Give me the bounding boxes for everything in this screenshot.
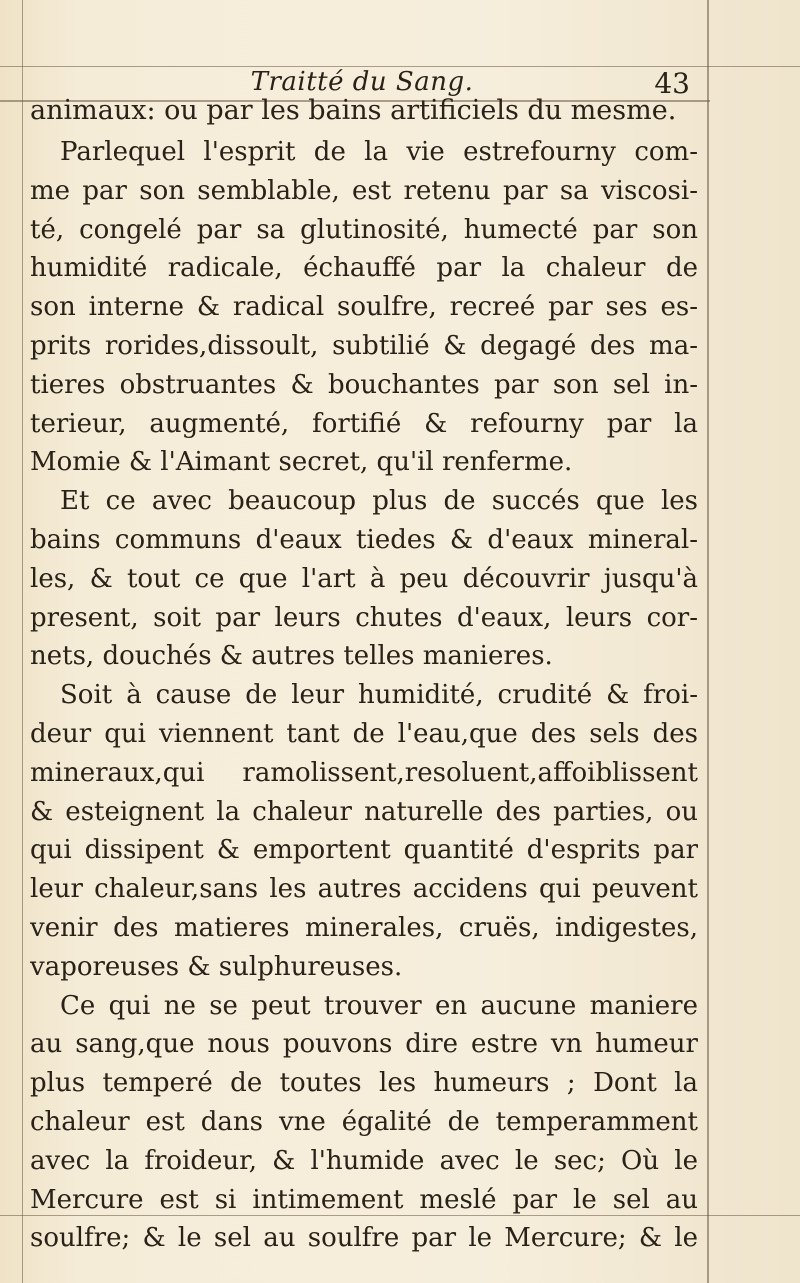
text-line: nets, douchés & autres telles manieres. bbox=[30, 641, 553, 672]
paragraph bbox=[30, 676, 698, 986]
paragraph bbox=[30, 482, 698, 676]
text-line: au sang,que nous pouvons dire estre vn humeur bbox=[30, 1029, 698, 1060]
carry-over-line: animaux: ou par les bains artificiels du mesme. bbox=[30, 95, 677, 126]
paragraph bbox=[30, 987, 698, 1259]
text-line: Et ce avec beaucoup plus de succés que les bbox=[60, 486, 698, 517]
text-line: plus temperé de toutes les humeurs ; Dont la bbox=[30, 1068, 698, 1099]
text-line: prits rorides,dissoult, subtilié & degagé des ma- bbox=[30, 330, 698, 361]
text-line: Mercure est si intimement meslé par le sel au bbox=[30, 1184, 698, 1215]
text-line: qui dissipent & emportent quantité d'esprits par bbox=[30, 835, 698, 866]
page-number: 43 bbox=[654, 67, 690, 100]
paragraph bbox=[30, 133, 698, 482]
text-line: Ce qui ne se peut trouver en aucune maniere bbox=[60, 990, 698, 1021]
text-line: mineraux,qui ramolissent,resoluent,affoiblissent bbox=[30, 757, 698, 788]
right-frame-rule bbox=[707, 0, 709, 1283]
body-text bbox=[30, 133, 698, 1258]
running-title: Traitté du Sang. bbox=[250, 67, 474, 97]
text-line: avec la froideur, & l'humide avec le sec; Où le bbox=[30, 1145, 698, 1176]
text-line: leur chaleur,sans les autres accidens qui peuvent bbox=[30, 874, 698, 905]
text-line: Soit à cause de leur humidité, crudité & froi- bbox=[60, 680, 698, 711]
text-line: me par son semblable, est retenu par sa viscosi- bbox=[30, 175, 698, 206]
text-line: humidité radicale, échauffé par la chaleur de bbox=[30, 253, 698, 284]
text-line: present, soit par leurs chutes d'eaux, leurs cor- bbox=[30, 602, 698, 633]
text-line: terieur, augmenté, fortifié & refourny par la bbox=[30, 408, 698, 439]
text-line: & esteignent la chaleur naturelle des parties, ou bbox=[30, 796, 698, 827]
text-line: Parlequel l'esprit de la vie estrefourny com- bbox=[60, 137, 698, 167]
text-line: Momie & l'Aimant secret, qu'il renferme. bbox=[30, 447, 573, 478]
text-line: bains communs d'eaux tiedes & d'eaux mineral- bbox=[30, 524, 698, 555]
left-frame-rule bbox=[22, 0, 23, 1283]
text-line: soulfre; & le sel au soulfre par le Mercure; & le bbox=[30, 1223, 698, 1254]
text-line: té, congelé par sa glutinosité, humecté par son bbox=[30, 214, 698, 245]
text-line: les, & tout ce que l'art à peu découvrir jusqu'à bbox=[30, 563, 698, 594]
text-line: deur qui viennent tant de l'eau,que des sels des bbox=[30, 718, 698, 749]
text-line: venir des matieres minerales, cruës, indigestes, bbox=[30, 912, 698, 943]
text-line: vaporeuses & sulphureuses. bbox=[30, 951, 403, 982]
text-line: chaleur est dans vne égalité de temperamment bbox=[30, 1106, 698, 1137]
text-line: tieres obstruantes & bouchantes par son sel in- bbox=[30, 369, 698, 400]
text-line: son interne & radical soulfre, recreé par ses es- bbox=[30, 292, 698, 323]
